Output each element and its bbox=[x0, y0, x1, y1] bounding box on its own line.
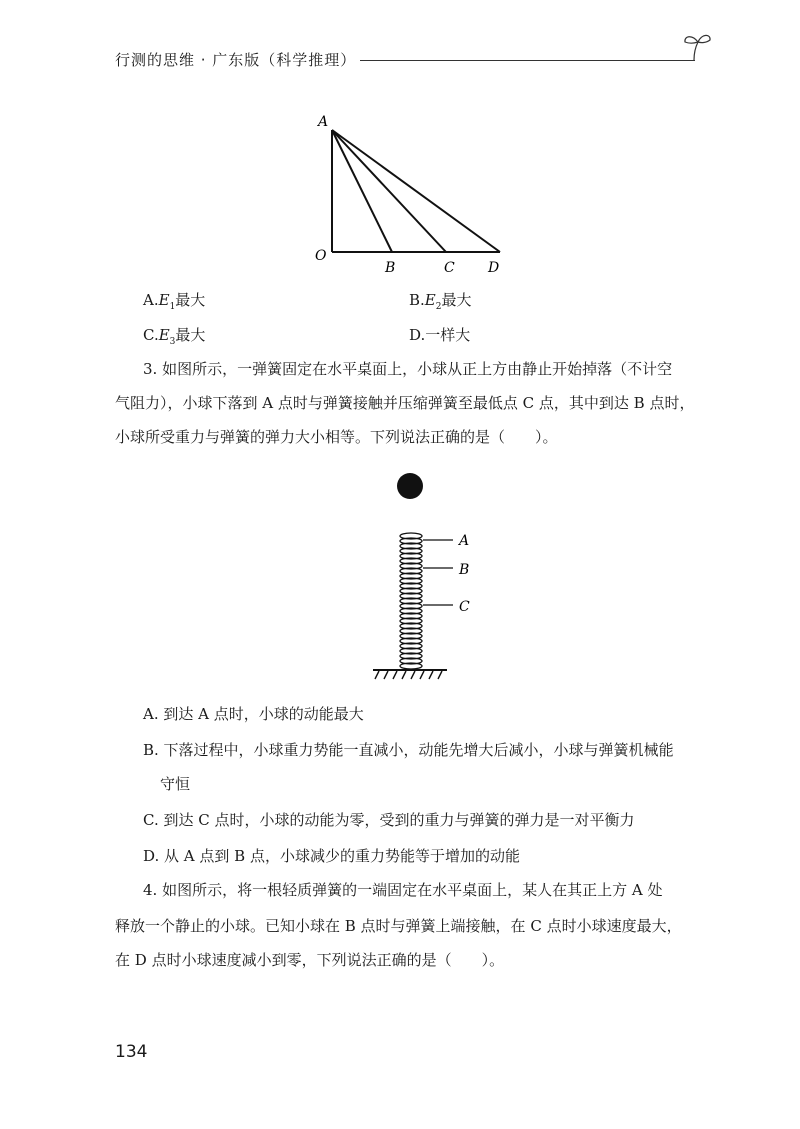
q3-option-d: D. 从 A 点到 B 点，小球减少的重力势能等于增加的动能 bbox=[143, 847, 520, 865]
q4-line1: 4. 如图所示，将一根轻质弹簧的一端固定在水平桌面上，某人在其正上方 A 处 bbox=[143, 881, 663, 899]
label-c: C bbox=[444, 260, 455, 276]
q2-option-b: $B.E_2$最大 bbox=[409, 291, 472, 312]
q2-option-c: $C.E_3$最大 bbox=[143, 326, 206, 347]
q3-option-b-line1: B. 下落过程中，小球重力势能一直减小，动能先增大后减小，小球与弹簧机械能 bbox=[143, 741, 674, 759]
q3-line1: 3. 如图所示，一弹簧固定在水平桌面上，小球从正上方由静止开始掉落（不计空 bbox=[143, 360, 673, 378]
sprout-icon bbox=[680, 30, 714, 62]
q4-line2: 释放一个静止的小球。已知小球在 B 点时与弹簧上端接触，在 C 点时小球速度最大， bbox=[115, 917, 682, 935]
label-d: D bbox=[488, 260, 500, 276]
incline-diagram bbox=[305, 108, 525, 278]
spring-diagram bbox=[365, 468, 485, 690]
ground-hatch bbox=[375, 671, 442, 679]
label-a: A bbox=[318, 114, 329, 130]
header-rule bbox=[360, 60, 695, 61]
spring-label-b: B bbox=[459, 562, 470, 578]
ball bbox=[397, 473, 423, 499]
label-b: B bbox=[385, 260, 396, 276]
q3-option-a: A. 到达 A 点时，小球的动能最大 bbox=[143, 705, 364, 723]
incline-ad bbox=[332, 130, 500, 252]
q2-option-d: D.一样大 bbox=[409, 326, 471, 344]
spring-label-c: C bbox=[459, 599, 470, 615]
q2-option-a: $A.E_1$最大 bbox=[143, 291, 206, 312]
q3-option-b-line2: 守恒 bbox=[160, 775, 191, 793]
q3-option-c: C. 到达 C 点时，小球的动能为零，受到的重力与弹簧的弹力是一对平衡力 bbox=[143, 811, 635, 829]
incline-ac bbox=[332, 130, 446, 252]
page-number: 134 bbox=[115, 1042, 148, 1062]
spring-coils bbox=[400, 533, 422, 669]
q3-line3: 小球所受重力与弹簧的弹力大小相等。下列说法正确的是（ ）。 bbox=[115, 428, 558, 446]
spring-label-a: A bbox=[459, 533, 470, 549]
incline-ab bbox=[332, 130, 392, 252]
q3-line2: 气阻力），小球下落到 A 点时与弹簧接触并压缩弹簧至最低点 C 点，其中到达 B 点时， bbox=[115, 394, 695, 412]
header-title: 行测的思维 · 广东版（科学推理） bbox=[115, 51, 357, 69]
q4-line3: 在 D 点时小球速度减小到零，下列说法正确的是（ ）。 bbox=[115, 951, 505, 969]
label-o: O bbox=[315, 248, 327, 264]
